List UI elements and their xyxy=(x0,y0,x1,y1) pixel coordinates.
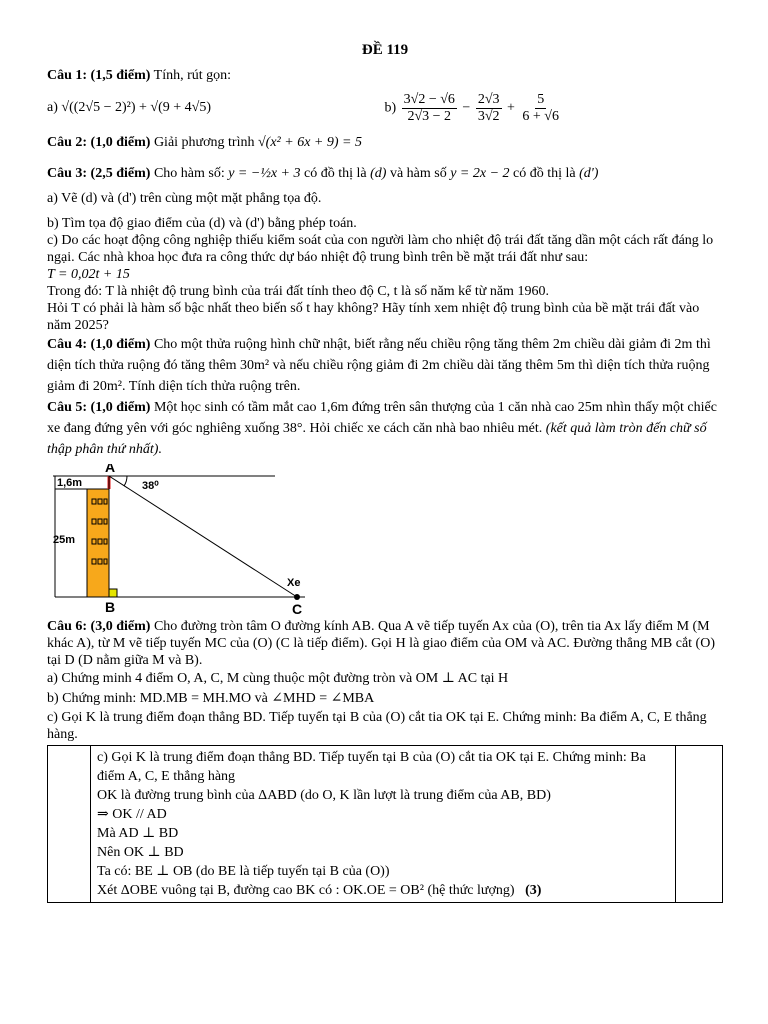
answer-tag: (3) xyxy=(525,883,542,898)
answer-line-2: OK là đường trung bình của ΔABD (do O, K lần lượt là trung điểm của AB, BD) xyxy=(97,788,551,803)
question-6-part-c: c) Gọi K là trung điểm đoạn thẳng BD. Tiếp tuyến tại B của (O) cắt tia OK tại E. Chứng minh: Ba điểm A, C, E thẳng hàng. xyxy=(47,710,707,742)
function-1: y = −½x + 3 xyxy=(228,166,301,181)
part-a-expression: √((2√5 − 2)²) + √(9 + 4√5) xyxy=(61,100,211,115)
question-3-question: Hỏi T có phải là hàm số bậc nhất theo biến số t hay không? Hãy tính xem nhiệt độ trung bình của bề mặt trái đất vào năm 2025? xyxy=(47,301,700,333)
question-1-parts xyxy=(47,86,723,130)
label-xe: Xe xyxy=(287,577,301,589)
fraction-3: $\frac{5}{6 + √6}$ xyxy=(522,91,559,124)
question-1-part-b: b) $\frac{3√2 - √6}{2√3 - 2}$ − $\frac{2√3}{3√2}$ + $\frac{5}{6 + √6}$ xyxy=(384,91,559,124)
question-2-head: Câu 2: (1,0 điểm) xyxy=(47,135,151,150)
answer-line-4: Mà AD ⊥ BD xyxy=(97,826,179,841)
question-6 xyxy=(47,618,723,669)
line-ac xyxy=(109,476,297,597)
part-a-label: a) xyxy=(47,100,58,115)
function-2: y = 2x − 2 xyxy=(450,166,510,181)
answer-line-7: Xét ΔOBE vuông tại B, đường cao BK có : OK.OE = OB² (hệ thức lượng) (3) xyxy=(97,883,542,898)
label-b: B xyxy=(105,599,116,615)
angle-arc xyxy=(124,476,127,486)
question-1-part-a xyxy=(47,100,211,116)
question-2-text: Giải phương trình xyxy=(150,135,258,150)
question-3-head: Câu 3: (2,5 điểm) xyxy=(47,166,151,181)
fraction-1: $\frac{3√2 - √6}{2√3 - 2}$ xyxy=(403,91,455,124)
question-2-equation: √(x² + 6x + 9) = 5 xyxy=(257,135,362,150)
question-4 xyxy=(47,334,723,397)
question-5-text: Một học sinh có tầm mắt cao 1,6m đứng trên sân thượng của 1 căn nhà cao 25m nhìn thấy một chiếc xe đang đứng yên với góc nghiêng xuống 38°. Hỏi chiếc xe cách căn nhà bao nhiêu mét. xyxy=(47,400,717,436)
question-3-part-b: b) Tìm tọa độ giao điểm của (d) và (d') bằng phép toán. xyxy=(47,216,357,231)
question-6-part-b: b) Chứng minh: MD.MB = MH.MO và ∠MHD = ∠MBA xyxy=(47,691,375,706)
question-3: Câu 3: (2,5 điểm) Cho hàm số: y = −½x + 3 có đồ thị là (d) và hàm số y = 2x − 2 có đồ thị là (d') xyxy=(47,166,599,181)
building-diagram xyxy=(47,464,307,616)
question-1-text: Tính, rút gọn: xyxy=(150,68,232,83)
answer-right-cell xyxy=(676,746,723,903)
question-4-head: Câu 4: (1,0 điểm) xyxy=(47,337,151,352)
fraction-2: $\frac{2√3}{3√2}$ xyxy=(477,91,500,124)
question-5-head: Câu 5: (1,0 điểm) xyxy=(47,400,151,415)
right-angle-marker xyxy=(109,589,117,597)
question-6-part-a: a) Chứng minh 4 điểm O, A, C, M cùng thuộc một đường tròn và OM ⊥ AC tại H xyxy=(47,671,509,686)
question-2 xyxy=(47,134,723,151)
question-6-head: Câu 6: (3,0 điểm) xyxy=(47,619,151,634)
answer-line-6: Ta có: BE ⊥ OB (do BE là tiếp tuyến tại B của (O)) xyxy=(97,864,390,879)
answer-table xyxy=(47,745,723,903)
label-c: C xyxy=(292,601,303,616)
exam-title: ĐỀ 119 xyxy=(361,42,409,58)
question-4-text: Cho một thửa ruộng hình chữ nhật, biết rằng nếu chiều rộng tăng thêm 2m chiều dài giảm đi 2m thì diện tích thửa ruộng đó tăng thêm 30m² và nếu chiều rộng giảm đi 2m chiều dài tăng thêm 5m thì diện tích thửa ruộng giảm đi 20m². Tính diện tích thửa ruộng trên. xyxy=(47,337,711,394)
question-6-text: Cho đường tròn tâm O đường kính AB. Qua A vẽ tiếp tuyến Ax của (O), trên tia Ax lấy điểm M (M khác A), từ M vẽ tiếp tuyến MC của (O) (C là tiếp điểm). Gọi H là giao điểm của OM và AC. Đường thẳng MB cắt (O) tại D (D nằm giữa M và B). xyxy=(47,619,715,668)
question-3-part-a: a) Vẽ (d) và (d') trên cùng một mặt phẳng tọa độ. xyxy=(47,191,322,206)
exam-page xyxy=(47,40,723,903)
answer-left-cell xyxy=(48,746,91,903)
temperature-formula: T = 0,02t + 15 xyxy=(47,267,130,282)
point-c xyxy=(294,594,300,600)
answer-line-3: ⇒ OK // AD xyxy=(97,807,167,822)
question-3-definition: Trong đó: T là nhiệt độ trung bình của trái đất tính theo độ C, t là số năm kể từ năm 1960. xyxy=(47,284,549,299)
answer-content-cell xyxy=(91,746,676,903)
label-angle: 38⁰ xyxy=(142,480,159,492)
question-3-part-c: c) Do các hoạt động công nghiệp thiếu kiểm soát của con người làm cho nhiệt độ trái đất tăng dần một cách rất đáng lo ngại. Các nhà khoa học đưa ra công thức dự báo nhiệt độ trung bình trên bề mặt trái đất như sau: xyxy=(47,233,714,265)
question-1 xyxy=(47,67,723,84)
question-5 xyxy=(47,397,723,460)
label-a: A xyxy=(105,464,116,475)
answer-line-1: c) Gọi K là trung điểm đoạn thẳng BD. Tiếp tuyến tại B của (O) cắt tia OK tại E. Chứng minh: Ba điểm A, C, E thẳng hàng xyxy=(97,750,646,784)
question-1-head: Câu 1: (1,5 điểm) xyxy=(47,68,151,83)
label-eye-height: 1,6m xyxy=(57,477,83,489)
part-b-label: b) xyxy=(384,100,397,116)
building-figure xyxy=(47,464,307,616)
answer-line-5: Nên OK ⊥ BD xyxy=(97,845,184,860)
label-building-height: 25m xyxy=(53,534,76,546)
question-5-note: (kết quả làm tròn đến chữ số thập phân thứ nhất). xyxy=(47,421,707,457)
